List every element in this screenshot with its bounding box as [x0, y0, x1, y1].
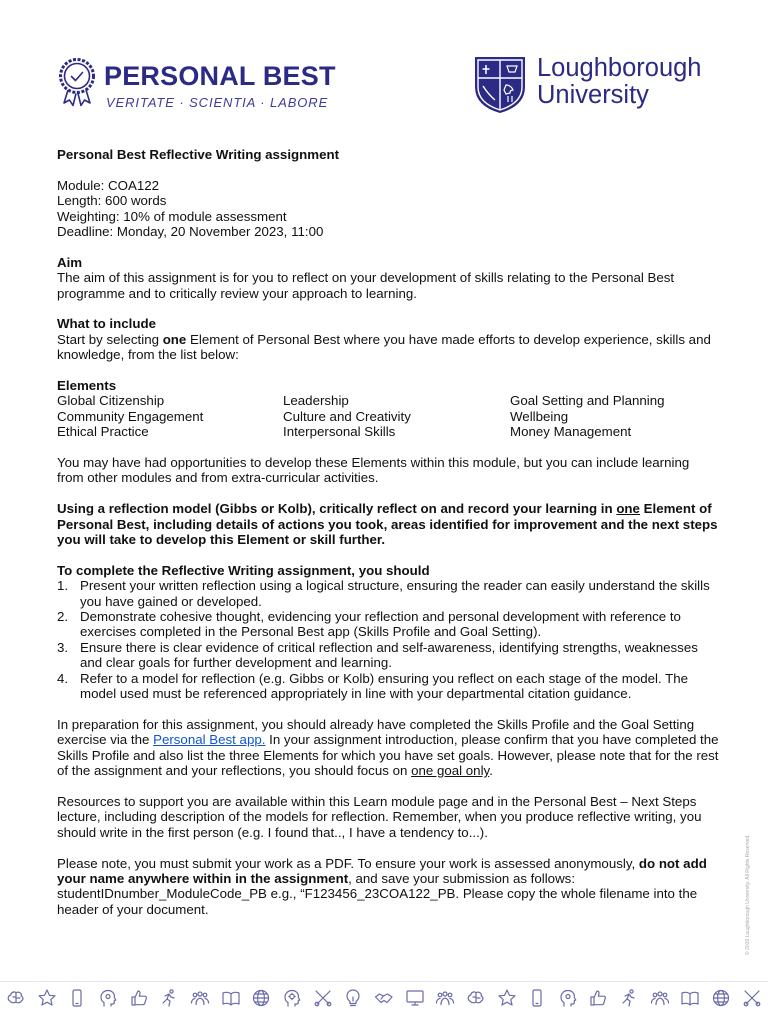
what-to-include-heading: What to include: [57, 316, 156, 332]
element-item: Leadership: [283, 393, 349, 409]
bold-text: Using a reflection model (Gibbs or Kolb), critically reflect on and record your learning in: [57, 501, 617, 517]
assignment-detail-line: Weighting: 10% of module assessment: [57, 208, 287, 224]
monitor-icon: [405, 988, 425, 1008]
head-icon: [558, 988, 578, 1008]
submission-text: [57, 856, 719, 918]
personal-best-app-link[interactable]: Personal Best app.: [153, 732, 266, 748]
text-run: Start by selecting: [57, 331, 163, 347]
head-icon: [98, 988, 118, 1008]
elements-heading: Elements: [57, 378, 117, 394]
step-text: Ensure there is clear evidence of critical reflection and self-awareness, identifying strengths, weaknesses and clear goals for further development and learning.: [80, 639, 698, 671]
book-icon: [680, 988, 700, 1008]
people-group-icon: [435, 988, 455, 1008]
element-item: Goal Setting and Planning: [510, 393, 665, 409]
aim-heading: Aim: [57, 254, 83, 270]
people-group-icon: [650, 988, 670, 1008]
step-number: 1.: [57, 578, 69, 594]
element-item: Global Citizenship: [57, 393, 165, 409]
step-item: [57, 578, 719, 609]
head-gear-icon: [282, 988, 302, 1008]
reflection-instruction: [57, 501, 719, 547]
phone-icon: [67, 988, 87, 1008]
runner-icon: [159, 988, 179, 1008]
step-text: Present your written reflection using a logical structure, ensuring the reader can easily understand the skills you have gained or developed.: [80, 578, 710, 609]
bold-underlined-text: one: [616, 501, 640, 517]
personal-best-logo: [56, 57, 356, 117]
text-run: Element of Personal Best where you have made efforts to develop experience, skills and knowledge, from the list below:: [57, 331, 711, 363]
step-item: [57, 640, 719, 671]
university-name-line2: University: [537, 81, 649, 109]
bold-text: do not add your name anywhere within in the assignment: [57, 855, 707, 886]
what-to-include-section: [57, 316, 719, 362]
book-icon: [221, 988, 241, 1008]
loughborough-shield-icon: [474, 56, 526, 114]
star-icon: [497, 988, 517, 1008]
loughborough-university-logo: [474, 54, 734, 116]
opportunities-text: You may have had opportunities to develop these Elements within this module, but you can include learning from other modules and from extra-curricular activities.: [57, 455, 690, 486]
thumbs-up-icon: [129, 988, 149, 1008]
element-item: Culture and Creativity: [283, 408, 411, 424]
bold-text: Element of Personal Best, including details of actions you took, areas identified for improvement and the next steps you will take to develop this Element or skill further.: [57, 501, 718, 548]
star-icon: [37, 988, 57, 1008]
runner-icon: [619, 988, 639, 1008]
step-item: [57, 671, 719, 702]
globe-icon: [251, 988, 271, 1008]
brain-icon: [466, 988, 486, 1008]
completion-section: [57, 563, 719, 702]
step-number: 4.: [57, 670, 69, 686]
element-item: Wellbeing: [510, 408, 569, 424]
personal-best-title: PERSONAL BEST: [104, 61, 336, 91]
text-run: In preparation for this assignment, you should already have completed the Skills Profile and the Goal Setting exercise via the: [57, 716, 695, 748]
phone-icon: [527, 988, 547, 1008]
document-title: Personal Best Reflective Writing assignment: [57, 147, 340, 162]
elements-list: [57, 393, 719, 439]
element-item: Interpersonal Skills: [283, 424, 396, 440]
resources-text: Resources to support you are available within this Learn module page and in the Personal Best – Next Steps lecture, including description of the models for reflection. Remember, when you produce reflective writing, you should write in the first person (e.g. I found that.., I have a tendency to...).: [57, 793, 702, 840]
copyright-notice: © 2019 Loughborough University. All Rights Reserved.: [745, 834, 751, 955]
personal-best-tagline: VERITATE · SCIENTIA · LABORE: [106, 95, 329, 110]
tools-icon: [313, 988, 333, 1008]
lightbulb-icon: [343, 988, 363, 1008]
aim-section: [57, 255, 719, 301]
brain-icon: [6, 988, 26, 1008]
people-group-icon: [190, 988, 210, 1008]
step-text: Demonstrate cohesive thought, evidencing your reflection and personal development with reference to exercises completed in the Personal Best app (Skills Profile and Goal Setting).: [80, 609, 681, 640]
underlined-text: one goal only: [411, 763, 490, 779]
text-run: .: [489, 763, 493, 779]
text-run: , and save your submission as follows: studentIDnumber_ModuleCode_PB e.g., “F123456_23COA122_PB. Please copy the whole filename into the header of your document.: [57, 870, 698, 917]
preparation-text: [57, 717, 719, 779]
element-item: Money Management: [510, 424, 632, 440]
step-text: Refer to a model for reflection (e.g. Gibbs or Kolb) ensuring you reflect on each stage of the model. The model used must be referenced appropriately in line with your departmental citation guidance.: [80, 670, 689, 702]
personal-best-badge-icon: [56, 57, 98, 115]
assignment-detail-line: Module: COA122: [57, 177, 159, 193]
bold-text: one: [162, 331, 187, 347]
completion-heading: To complete the Reflective Writing assignment, you should: [57, 562, 430, 578]
step-item: [57, 609, 719, 640]
globe-icon: [711, 988, 731, 1008]
what-to-include-text: [57, 332, 719, 363]
assignment-details: [57, 178, 719, 240]
assignment-document: [57, 147, 719, 933]
step-number: 3.: [57, 639, 69, 655]
completion-steps-list: [57, 578, 719, 701]
university-name-line1: Loughborough: [537, 54, 702, 82]
element-item: Ethical Practice: [57, 424, 149, 440]
text-run: Please note, you must submit your work as a PDF. To ensure your work is assessed anonymously,: [57, 855, 639, 871]
handshake-icon: [374, 988, 394, 1008]
footer-divider: [0, 981, 768, 982]
footer-icon-strip: [6, 987, 762, 1009]
step-number: 2.: [57, 609, 69, 625]
aim-text: The aim of this assignment is for you to reflect on your development of skills relating to the Personal Best programme and to critically review your approach to learning.: [57, 270, 675, 301]
assignment-detail-line: Deadline: Monday, 20 November 2023, 11:00: [57, 224, 324, 240]
text-run: In your assignment introduction, please confirm that you have completed the Skills Profile and also list the three Elements for which you have set goals. However, please note that for the rest of the assignment and your reflections, you should focus on: [57, 732, 719, 779]
element-item: Community Engagement: [57, 408, 204, 424]
assignment-detail-line: Length: 600 words: [57, 193, 167, 209]
thumbs-up-icon: [588, 988, 608, 1008]
elements-section: [57, 378, 719, 440]
tools-icon: [742, 988, 762, 1008]
